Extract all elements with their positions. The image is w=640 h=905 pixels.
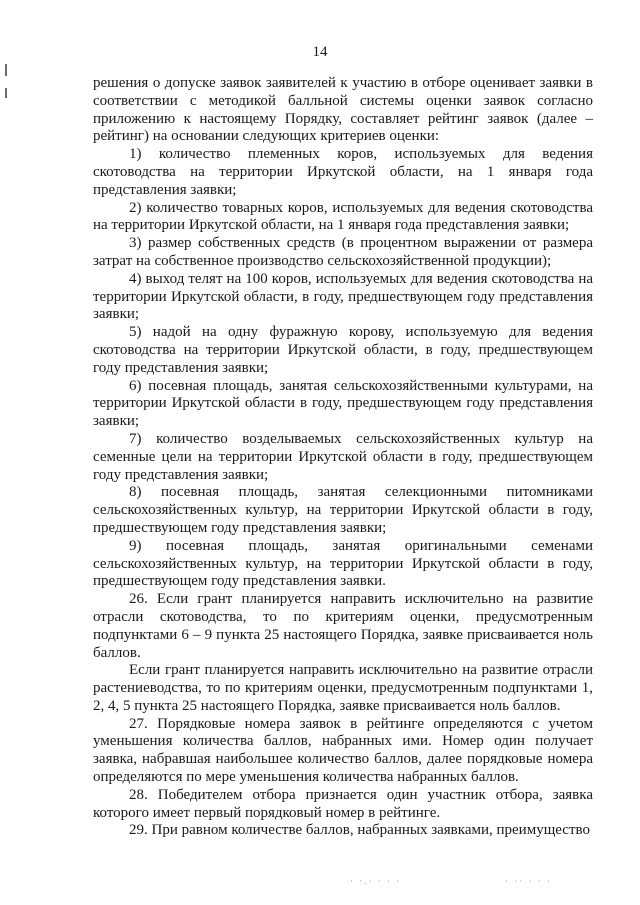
paragraph: 5) надой на одну фуражную корову, используемую для ведения скотоводства на территории Иркутской области, в году, предшествующем году представления заявки;: [93, 324, 593, 376]
scan-noise: · ·.· · · ·: [350, 876, 402, 886]
scan-edge-mark: [5, 64, 7, 76]
paragraph: 4) выход телят на 100 коров, используемых для ведения скотоводства на территории Иркутской области, в году, предшествующем году представления заявки;: [93, 270, 593, 323]
scan-noise: · ·· · · ·: [505, 876, 552, 886]
paragraph: 8) посевная площадь, занятая селекционными питомниками сельскохозяйственных культур, на территории Иркутской области в году, предшествующем году представления заявки;: [93, 484, 593, 536]
scan-edge-mark: [5, 88, 7, 98]
paragraph: 6) посевная площадь, занятая сельскохозяйственными культурами, на территории Иркутской области в году, предшествующем году представления заявки;: [93, 377, 593, 430]
paragraph: 7) количество возделываемых сельскохозяйственных культур на семенные цели на территории Иркутской области в году, предшествующем году представления заявки;: [93, 430, 593, 483]
page-number: 14: [312, 44, 328, 60]
paragraph: 27. Порядковые номера заявок в рейтинге определяются с учетом уменьшения количества баллов, набранных ими. Номер один получает заявка, набравшая наибольшее количество баллов, далее порядковые номера определяются по мере уменьшения количества набранных баллов.: [93, 715, 593, 786]
paragraph: 28. Победителем отбора признается один участник отбора, заявка которого имеет первый порядковый номер в рейтинге.: [93, 786, 593, 821]
paragraph: 3) размер собственных средств (в процентном выражении от размера затрат на собственное производство сельскохозяйственной продукции);: [93, 235, 593, 269]
paragraph: 9) посевная площадь, занятая оригинальными семенами сельскохозяйственных культур, на территории Иркутской области в году, предшествующем году представления заявки.: [93, 537, 593, 590]
paragraph: 29. При равном количестве баллов, набранных заявками, преимущество: [129, 822, 590, 839]
document-body: [93, 75, 593, 840]
paragraph: Если грант планируется направить исключительно на развитие отрасли растениеводства, то по критериям оценки, предусмотренным подпунктами 1, 2, 4, 5 пункта 25 настоящего Порядка, заявке присваивается ноль баллов.: [93, 662, 593, 714]
paragraph: 26. Если грант планируется направить исключительно на развитие отрасли скотоводства, то по критериям оценки, предусмотренным подпунктами 6 – 9 пункта 25 настоящего Порядка, заявке присваивается ноль баллов.: [93, 591, 593, 661]
paragraph: 2) количество товарных коров, используемых для ведения скотоводства на территории Иркутской области, на 1 января года представления заявки;: [93, 199, 593, 234]
paragraph: решения о допуске заявок заявителей к участию в отборе оценивает заявки в соответствии с методикой балльной системы оценки заявок согласно приложению к настоящему Порядку, составляет рейтинг заявок (далее – рейтинг) на основании следующих критериев оценки:: [93, 75, 593, 145]
paragraph: 1) количество племенных коров, используемых для ведения скотоводства на территории Иркутской области, на 1 января года представления заявки;: [93, 146, 593, 198]
